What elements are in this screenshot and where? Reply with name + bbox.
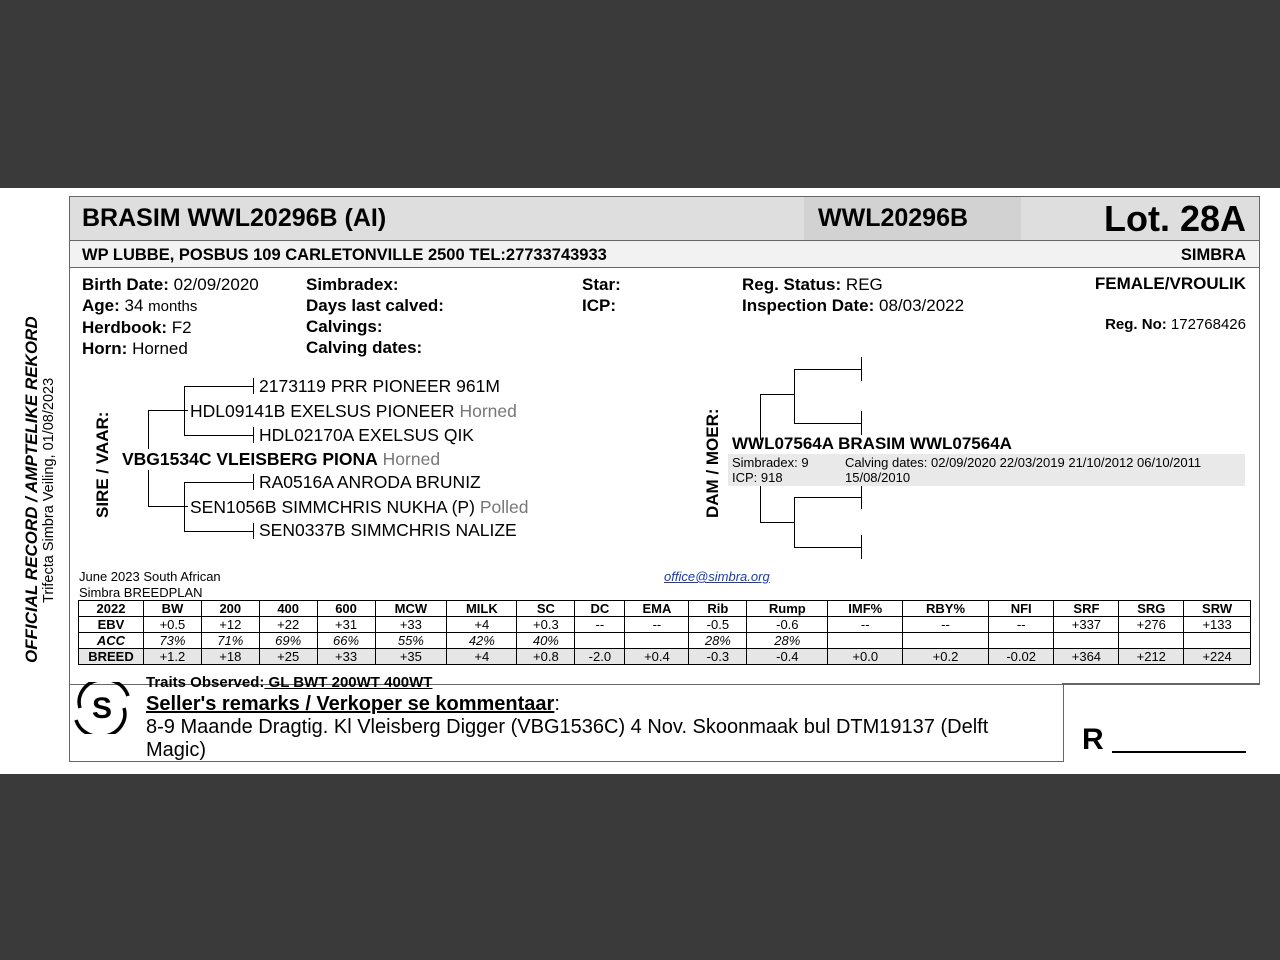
reg-no	[1105, 316, 1246, 333]
ebv-cell: Rib	[689, 601, 747, 617]
ebv-cell	[1054, 633, 1119, 649]
breed-row	[79, 649, 1251, 665]
pedigree-line	[760, 486, 761, 522]
ebv-cell: -0.3	[689, 649, 747, 665]
ebv-cell: 42%	[447, 633, 517, 649]
info-col-2	[306, 274, 444, 358]
ebv-cell	[625, 633, 689, 649]
sire-dam-sire: RA0516A ANRODA BRUNIZ	[259, 472, 481, 492]
reg-status-label: Reg. Status:	[742, 275, 842, 294]
ebv-cell: MILK	[447, 601, 517, 617]
age-unit: months	[148, 298, 198, 315]
sire-sire	[190, 401, 519, 422]
sire-dam-name: SEN1056B SIMMCHRIS NUKHA (P)	[190, 497, 475, 517]
seller-remarks-heading	[146, 693, 560, 716]
ebv-cell: +0.0	[828, 649, 903, 665]
ebv-cell: --	[625, 617, 689, 633]
ebv-cell: -0.6	[747, 617, 828, 633]
ebv-cell: -2.0	[575, 649, 625, 665]
sire-name: VBG1534C VLEISBERG PIONA	[122, 449, 378, 469]
simbra-logo-icon	[70, 682, 134, 734]
pedigree-line	[794, 497, 795, 547]
sire-dam-dam: SEN0337B SIMMCHRIS NALIZE	[259, 520, 517, 540]
ebv-cell: +0.5	[144, 617, 202, 633]
ebv-cell: +22	[259, 617, 317, 633]
birth-date-value: 02/09/2020	[173, 275, 259, 294]
sale-label: Trifecta Simbra Veiling, 01/08/2023	[41, 377, 57, 603]
ebv-cell: SC	[517, 601, 575, 617]
ebv-cell: +35	[375, 649, 447, 665]
sex-label: FEMALE/VROULIK	[1094, 274, 1246, 293]
ebv-cell: --	[988, 617, 1054, 633]
inspection-date-label: Inspection Date:	[742, 296, 875, 315]
ebv-cell: --	[575, 617, 625, 633]
calvings-label: Calvings:	[306, 317, 383, 336]
ebv-cell: BW	[144, 601, 202, 617]
sire-sire-horn: Horned	[459, 401, 517, 421]
ebv-header-row	[79, 601, 1251, 617]
pedigree-line	[861, 535, 862, 559]
traits-label: Traits Observed:	[146, 674, 265, 691]
age-label: Age:	[82, 296, 120, 315]
pedigree-line	[148, 410, 188, 411]
ebv-cell	[575, 633, 625, 649]
star-label: Star:	[582, 275, 621, 294]
herdbook-label: Herdbook:	[82, 318, 167, 337]
sire-sire-sire: 2173119 PRR PIONEER 961M	[259, 376, 500, 396]
ebv-cell: +0.4	[625, 649, 689, 665]
ebv-cell: +12	[201, 617, 259, 633]
sire-label: SIRE / VAAR:	[93, 411, 112, 518]
reg-status-value: REG	[845, 275, 883, 294]
dam-label: DAM / MOER:	[703, 408, 722, 518]
seller-remarks-line2: Magic)	[146, 739, 207, 761]
ebv-cell	[1119, 633, 1184, 649]
ebv-cell: 66%	[317, 633, 375, 649]
ebv-cell: DC	[575, 601, 625, 617]
ebv-cell: 73%	[144, 633, 202, 649]
calving-dates-label: Calving dates:	[306, 338, 423, 357]
dam-calving-dates	[845, 455, 1201, 485]
price-r-label: R	[1082, 723, 1104, 756]
info-col-1	[82, 274, 259, 359]
ebv-cell: 600	[317, 601, 375, 617]
ebv-cell: +133	[1184, 617, 1251, 633]
pedigree-line	[184, 531, 254, 532]
herdbook-value: F2	[171, 318, 192, 337]
ebv-cell: -0.5	[689, 617, 747, 633]
dam-stats	[732, 455, 809, 485]
acc-row	[79, 633, 1251, 649]
info-col-3	[582, 274, 621, 316]
ebv-cell: +4	[447, 649, 517, 665]
pedigree-line	[253, 427, 254, 443]
ebv-cell: +0.3	[517, 617, 575, 633]
ebv-cell: RBY%	[903, 601, 989, 617]
ebv-cell: 400	[259, 601, 317, 617]
traits-observed	[146, 674, 432, 691]
ebv-cell: 71%	[201, 633, 259, 649]
dam-name: WWL07564A BRASIM WWL07564A	[732, 434, 1012, 453]
price-box-top-border	[1062, 683, 1259, 684]
dam-icp: ICP: 918	[732, 470, 783, 485]
pedigree-line	[253, 523, 254, 539]
icp-label: ICP:	[582, 296, 616, 315]
seller-remarks-label: Seller's remarks / Verkoper se kommentaar	[146, 693, 555, 715]
ebv-cell: +364	[1054, 649, 1119, 665]
breedplan-line2: Simbra BREEDPLAN	[79, 585, 203, 600]
auction-record-card	[0, 188, 1280, 774]
ebv-row-label: ACC	[79, 633, 144, 649]
price-box	[1062, 683, 1259, 761]
official-record-label: OFFICIAL RECORD / AMPTELIKE REKORD	[22, 316, 41, 663]
ebv-cell: MCW	[375, 601, 447, 617]
breed-label: SIMBRA	[1180, 246, 1246, 264]
ebv-cell: +0.2	[903, 649, 989, 665]
pedigree-line	[794, 547, 862, 548]
horn-label: Horn:	[82, 339, 128, 358]
price-underline[interactable]	[1112, 751, 1246, 753]
pedigree-line	[253, 378, 254, 394]
ebv-cell: +276	[1119, 617, 1184, 633]
dam-calving-dates-line1: Calving dates: 02/09/2020 22/03/2019 21/10/2012 06/10/2011	[845, 455, 1202, 470]
animal-name: BRASIM WWL20296B (AI)	[82, 204, 387, 232]
simbradex-label: Simbradex:	[306, 275, 399, 294]
ebv-table	[78, 600, 1251, 665]
pedigree-line	[794, 497, 862, 498]
ebv-cell: 40%	[517, 633, 575, 649]
pedigree-line	[794, 369, 862, 370]
pedigree-line	[861, 411, 862, 435]
sire	[122, 449, 442, 470]
inspection-date-value: 08/03/2022	[878, 296, 965, 315]
ebv-cell: IMF%	[828, 601, 903, 617]
sire-sire-dam: HDL02170A EXELSUS QIK	[259, 425, 474, 445]
lot-number: Lot. 28A	[1103, 198, 1246, 239]
reg-no-value: 172768426	[1170, 316, 1246, 333]
age-value: 34	[124, 296, 144, 315]
breedplan-line1: June 2023 South African	[79, 569, 221, 584]
info-col-4	[742, 274, 964, 316]
logo-letter: S	[91, 692, 113, 725]
email-link[interactable]: office@simbra.org	[664, 569, 770, 584]
breedplan-label	[79, 569, 221, 601]
ebv-cell: +33	[375, 617, 447, 633]
ebv-cell: 28%	[689, 633, 747, 649]
pedigree-line	[794, 423, 862, 424]
ebv-cell: +337	[1054, 617, 1119, 633]
ebv-cell: Rump	[747, 601, 828, 617]
ebv-cell: EMA	[625, 601, 689, 617]
pedigree-line	[861, 485, 862, 509]
pedigree-line	[861, 357, 862, 381]
days-last-calved-label: Days last calved:	[306, 296, 444, 315]
ebv-cell: SRG	[1119, 601, 1184, 617]
sire-sire-name: HDL09141B EXELSUS PIONEER	[190, 401, 455, 421]
ebv-cell: NFI	[988, 601, 1054, 617]
pedigree-line	[184, 482, 185, 531]
ebv-cell: SRF	[1054, 601, 1119, 617]
pedigree-line	[184, 386, 185, 435]
sire-dam-horn: Polled	[479, 497, 529, 517]
ebv-cell: --	[903, 617, 989, 633]
ebv-cell	[828, 633, 903, 649]
ebv-cell: 200	[201, 601, 259, 617]
pedigree-line	[760, 394, 794, 395]
ebv-cell: +1.2	[144, 649, 202, 665]
ebv-cell	[1184, 633, 1251, 649]
pedigree-line	[184, 435, 254, 436]
ebv-cell: SRW	[1184, 601, 1251, 617]
pedigree-line	[760, 522, 794, 523]
birth-date-label: Birth Date:	[82, 275, 169, 294]
horn-value: Horned	[132, 339, 188, 358]
ebv-row-label: 2022	[79, 601, 144, 617]
seller-remarks-colon: :	[554, 693, 560, 715]
pedigree-line	[184, 482, 254, 483]
ebv-cell: 69%	[259, 633, 317, 649]
seller-remarks-line1: 8-9 Maande Dragtig. Kl Vleisberg Digger (VBG1536C) 4 Nov. Skoonmaak bul DTM19137 (Delft	[146, 716, 989, 738]
ebv-row-label: EBV	[79, 617, 144, 633]
sire-horn: Horned	[382, 449, 441, 469]
ebv-cell: +4	[447, 617, 517, 633]
dam-calving-dates-line2: 15/08/2010	[845, 470, 911, 485]
ebv-cell: +18	[201, 649, 259, 665]
animal-id: WWL20296B	[818, 204, 969, 232]
pedigree-line	[184, 386, 254, 387]
pedigree-line	[253, 474, 254, 490]
pedigree-line	[148, 506, 188, 507]
ebv-cell: +0.8	[517, 649, 575, 665]
ebv-cell: +224	[1184, 649, 1251, 665]
owner-details: WP LUBBE, POSBUS 109 CARLETONVILLE 2500 TEL:27733743933	[82, 246, 607, 264]
seller-remarks-text	[146, 716, 988, 762]
ebv-cell: 28%	[747, 633, 828, 649]
ebv-cell: -0.4	[747, 649, 828, 665]
traits-value: GL BWT 200WT 400WT	[264, 674, 433, 691]
ebv-cell: +25	[259, 649, 317, 665]
ebv-cell: --	[828, 617, 903, 633]
ebv-cell	[988, 633, 1054, 649]
ebv-cell	[903, 633, 989, 649]
pedigree-line	[794, 369, 795, 423]
sire-dam	[190, 497, 530, 518]
ebv-row-label: BREED	[79, 649, 144, 665]
ebv-cell: +31	[317, 617, 375, 633]
reg-no-label: Reg. No:	[1105, 316, 1167, 333]
ebv-cell: +33	[317, 649, 375, 665]
ebv-cell: -0.02	[988, 649, 1054, 665]
ebv-row	[79, 617, 1251, 633]
dam-simbradex: Simbradex: 9	[732, 455, 809, 470]
ebv-cell: 55%	[375, 633, 447, 649]
ebv-cell: +212	[1119, 649, 1184, 665]
